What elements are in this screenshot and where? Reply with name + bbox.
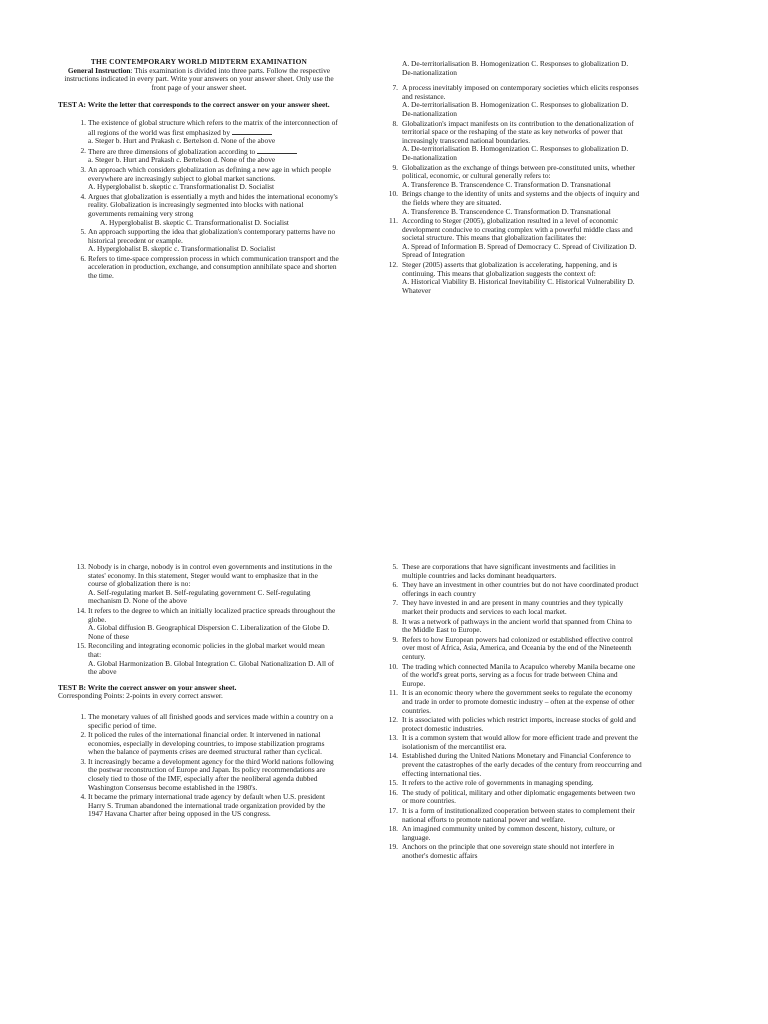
answer-blank [232,128,272,135]
question-12: 12. Steger (2005) asserts that globalization is accelerating, happening, and is continuing. This means that globalization suggests the context of: A. Historical Viability B. Historical Inevitability C. Historical Vulnerability D. Whatever [388,260,635,295]
answer-blank [257,147,297,154]
test-b-question-12: 12. It is associated with policies which restrict imports, increase stocks of gold and protect domestic industries. [388,715,636,733]
test-b-question-5: 5. These are corporations that have significant investments and facilities in multiple countries and lacks dominant headquarters. [392,562,616,580]
test-b-question-7: 7. They have invested in and are present in many countries and they typically market their products and services to each local market. [392,598,624,616]
exam-part-3 [58,563,338,820]
question-1: 1. The existence of global structure which refers to the matrix of the interconnection of all regions of the world was first emphasized by a. Steger b. Hurt and Prakash c. Bertelson d. None of the above [80,117,338,146]
exam-part-1 [58,58,340,282]
test-b-question-3: 3. It increasingly became a development agency for the third World nations following the postwar reconstruction of Europe and Japan. Its policy recommendations are closely tied to those of the IMF, especially after the neoliberal agenda dubbed Washington Consensus become established in the 1980's. [80,756,334,792]
test-b-question-2: 2. It policed the rules of the international financial order. It intervened in national economies, especially in developing countries, to impose stabilization programs when the balance of payments crises are deemed structural rather than cyclical. [80,730,325,757]
test-b-question-16: 16. The study of political, military and other diplomatic engagements between two or more countries. [388,787,636,806]
question-11: 11. According to Steger (2005), globalization resulted in a level of economic development conducive to creating complex with a powerful middle class and societal structure. This means that globalization facilitates the: A. Spread of Information B. Spread of Democracy C. Spread of Civilization D. Spread of Integration [389,216,637,260]
question-6: 6. Refers to time-space compression process in which communication transport and the acceleration in production, exchange, and consumption annihilate space and shorten the time. [80,253,339,281]
exam-part-2 [378,60,640,296]
question-6-options: A. De-territorialisation B. Homogenization C. Responses to globalization D. De-nationalization [402,59,629,77]
test-b-question-13: 13. It is a common system that would allow for more efficient trade and prevent the isolationism of the mercantilist era. [388,733,638,751]
test-b-question-15: 15. It refers to the active role of governments in managing spending. [388,778,594,788]
test-b-question-1: 1. The monetary values of all finished goods and services made within a country on a specific period of time. [80,711,334,730]
exam-title: THE CONTEMPORARY WORLD MIDTERM EXAMINATION [90,57,308,66]
question-2: 2. There are three dimensions of globalization according to a. Steger b. Hurt and Prakash c. Bertelson d. None of the above [58,147,340,165]
question-14: 14. It refers to the degree to which an initially localized practice spreads throughout the globe. A. Global diffusion B. Geographical Dispersion C. Liberalization of the Globe D. None of these [76,605,336,641]
test-a-header: TEST A: Write the letter that corresponds to the correct answer on your answer sheet. [58,100,330,110]
question-7: 7. A process inevitably imposed on contemporary societies which elicits responses and resistance. A. De-territorialisation B. Homogenization C. Responses to globalization D. De-nationalization [392,83,639,118]
instruction-text: : This examination is divided into three parts. Follow the respective instructions indicated in every part. Write your answers on your answer sheet. Only use the front page of your answer sheet. [64,65,334,92]
question-5: 5. An approach supporting the idea that globalization's contemporary patterns have no historical precedent or example. A. Hyperglobalist B. skeptic c. Transformationalist D. Socialist [80,227,336,254]
test-b-question-17: 17. It is a form of institutionalized cooperation between states to complement their national efforts to promote national power and welfare. [388,806,635,824]
test-b-question-10: 10. The trading which connected Manila to Acapulco whereby Manila became one of the world's great ports, serving as a focus for trade between China and Europe. [388,661,636,688]
question-3: 3. An approach which considers globalization as defining a new age in which people everywhere are increasingly subject to global market sanctions. A. Hyperglobalist b. skeptic c. Transformationalist D. Socialist [80,164,331,192]
question-10: 10. Brings change to the identity of units and systems and the objects of inquiry and the fields where they are situated. A. Transference B. Transcendence C. Transformation D. Transnational [388,189,640,216]
instruction-label: General Instruction [67,65,131,75]
question-9: 9. Globalization as the exchange of things between pre-constituted units, whether political, economic, or cultural generally refers to: A. Transference B. Transcendence C. Transformation D. Transnational [392,162,636,189]
question-13: 13. Nobody is in charge, nobody is in control even governments and institutions in the states' economy. In this statement, Steger would want to emphasize that in the course of globalization there is no: A. Self-regulating market B. Self-regulating government C. Self-regulating mechanism D. None of the above [76,562,333,606]
test-b-question-8: 8. It was a network of pathways in the ancient world that spanned from China to the Middle East to Europe. [392,616,632,635]
test-b-question-18: 18. An imagined community united by common descent, history, culture, or language. [388,824,615,842]
question-4: 4. Argues that globalization is essentially a myth and hides the international economy's reality. Globalization is increasingly segmented into blocks with national governments remaining very strong A. Hyperglobalist B. skeptic C. Transformationalist D. Socialist [80,191,338,227]
question-8: 8. Globalization's impact manifests on its contribution to the denationalization of territorial space or the reshaping of the state as key networks of power that increasingly transcend national boundaries. A. De-territorialisation B. Homogenization C. Responses to globalization D. De-nationalization [392,118,634,162]
test-b-header: TEST B: Write the correct answer on your answer sheet. [58,682,237,692]
exam-part-4 [378,563,642,862]
question-15: 15. Reconciling and integrating economic policies in the global market would mean that: A. Global Harmonization B. Global Integration C. Global Nationalization D. All of the above [76,641,335,677]
test-b-question-6: 6. They have an investment in other countries but do not have coordinated product offerings in each country [392,580,639,598]
test-b-points: Corresponding Points: 2-points in every correct answer. [58,691,223,701]
test-b-question-19: 19. Anchors on the principle that one sovereign state should not interfere in another's domestic affairs [388,842,615,860]
test-b-question-9: 9. Refers to how European powers had colonized or established effective control over most of Africa, Asia, America, and Oceania by the end of the Nineteenth century. [392,634,633,661]
test-b-question-11: 11. It is an economic theory where the government seeks to regulate the economy and trade in order to promote domestic industry – often at the expense of other countries. [389,688,635,715]
test-b-question-14: 14. Established during the United Nations Monetary and Financial Conference to prevent the catastrophes of the early decades of the century from reoccurring and effecting international ties. [388,751,642,778]
test-b-question-4: 4. It became the primary international trade agency by default when U.S. president Harry S. Truman abandoned the international trade organization provided by the 1947 Havana Charter after being opposed in the US congress. [80,792,326,819]
general-instruction [58,67,340,93]
